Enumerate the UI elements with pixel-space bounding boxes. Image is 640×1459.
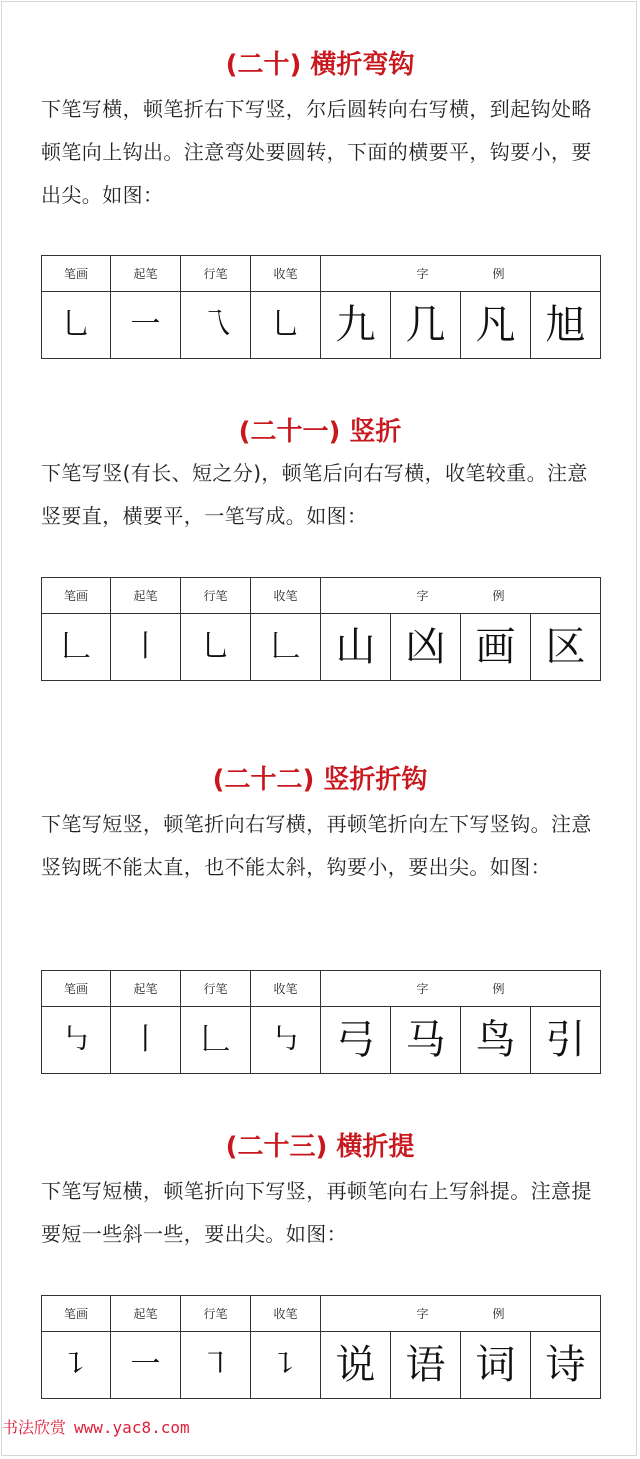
section-title: (二十三) 横折提 xyxy=(225,1132,415,1162)
example-char: 九 xyxy=(321,292,391,359)
example-char: 引 xyxy=(531,1007,601,1074)
section-description: 下笔写短横，顿笔折向下写竖，再顿笔向右上写斜提。注意提要短一些斜一些，要出尖。如图： xyxy=(41,1179,592,1246)
move-glyph: 乚 xyxy=(181,614,251,681)
header-examples-case: 例 xyxy=(492,1307,505,1321)
start-glyph: 丨 xyxy=(111,1007,181,1074)
header-examples-char: 字 xyxy=(416,982,429,996)
example-char: 区 xyxy=(531,614,601,681)
example-char: 旭 xyxy=(531,292,601,359)
header-start: 起笔 xyxy=(111,1296,181,1332)
header-stroke: 笔画 xyxy=(42,1296,111,1332)
end-glyph: ㇉ xyxy=(251,1007,321,1074)
table-header-row xyxy=(42,256,601,292)
header-examples xyxy=(321,578,601,614)
stroke-glyph: 𠃊 xyxy=(42,614,111,681)
table-glyph-row xyxy=(42,1007,601,1074)
start-glyph: 丨 xyxy=(111,614,181,681)
section-description: 下笔写竖(有长、短之分)，顿笔后向右写横，收笔较重。注意竖要直，横要平，一笔写成。如图： xyxy=(41,461,588,528)
header-end: 收笔 xyxy=(251,971,321,1007)
header-move: 行笔 xyxy=(181,971,251,1007)
example-char: 鸟 xyxy=(461,1007,531,1074)
end-glyph: 乚 xyxy=(251,292,321,359)
header-end: 收笔 xyxy=(251,578,321,614)
table-header-row xyxy=(42,578,601,614)
example-char: 山 xyxy=(321,614,391,681)
section-description: 下笔写短竖，顿笔折向右写横，再顿笔折向左下写竖钩。注意竖钩既不能太直，也不能太斜，钩要小，要出尖。如图： xyxy=(41,812,592,879)
example-char: 几 xyxy=(391,292,461,359)
header-examples-case: 例 xyxy=(492,982,505,996)
header-examples-char: 字 xyxy=(416,589,429,603)
header-start: 起笔 xyxy=(111,971,181,1007)
header-examples xyxy=(321,971,601,1007)
example-char: 画 xyxy=(461,614,531,681)
move-glyph: ㇕ xyxy=(181,1332,251,1399)
example-char: 弓 xyxy=(321,1007,391,1074)
header-stroke: 笔画 xyxy=(42,971,111,1007)
stroke-table xyxy=(41,970,601,1074)
example-char: 诗 xyxy=(531,1332,601,1399)
table-glyph-row xyxy=(42,1332,601,1399)
end-glyph: ㇊ xyxy=(251,1332,321,1399)
start-glyph: 一 xyxy=(111,1332,181,1399)
header-move: 行笔 xyxy=(181,1296,251,1332)
header-end: 收笔 xyxy=(251,256,321,292)
example-char: 凶 xyxy=(391,614,461,681)
header-examples-case: 例 xyxy=(492,589,505,603)
table-header-row xyxy=(42,1296,601,1332)
section-title: (二十二) 竖折折钩 xyxy=(212,765,428,795)
table-glyph-row xyxy=(42,292,601,359)
table-glyph-row xyxy=(42,614,601,681)
example-char: 语 xyxy=(391,1332,461,1399)
header-move: 行笔 xyxy=(181,578,251,614)
header-examples xyxy=(321,256,601,292)
stroke-table xyxy=(41,255,601,359)
section-title: (二十) 横折弯钩 xyxy=(225,50,415,80)
header-stroke: 笔画 xyxy=(42,578,111,614)
end-glyph: 𠃊 xyxy=(251,614,321,681)
watermark-site-name: 书法欣赏 xyxy=(2,1418,67,1437)
header-examples-char: 字 xyxy=(416,1307,429,1321)
example-char: 说 xyxy=(321,1332,391,1399)
header-start: 起笔 xyxy=(111,256,181,292)
header-examples-char: 字 xyxy=(416,267,429,281)
example-char: 凡 xyxy=(461,292,531,359)
header-end: 收笔 xyxy=(251,1296,321,1332)
example-char: 马 xyxy=(391,1007,461,1074)
header-examples-case: 例 xyxy=(492,267,505,281)
stroke-glyph: 乚 xyxy=(42,292,111,359)
section-description: 下笔写横，顿笔折右下写竖，尔后圆转向右写横，到起钩处略顿笔向上钩出。注意弯处要圆转，下面的横要平，钩要小，要出尖。如图： xyxy=(41,97,592,207)
stroke-glyph: ㇉ xyxy=(42,1007,111,1074)
stroke-glyph: ㇊ xyxy=(42,1332,111,1399)
watermark-url: www.yac8.com xyxy=(74,1418,190,1437)
move-glyph: 𠃊 xyxy=(181,1007,251,1074)
stroke-table xyxy=(41,577,601,681)
stroke-table xyxy=(41,1295,601,1399)
table-header-row xyxy=(42,971,601,1007)
example-char: 词 xyxy=(461,1332,531,1399)
start-glyph: 一 xyxy=(111,292,181,359)
header-move: 行笔 xyxy=(181,256,251,292)
section-title: (二十一) 竖折 xyxy=(238,417,402,447)
header-examples xyxy=(321,1296,601,1332)
header-stroke: 笔画 xyxy=(42,256,111,292)
site-watermark xyxy=(2,1417,190,1439)
move-glyph: 乁 xyxy=(181,292,251,359)
header-start: 起笔 xyxy=(111,578,181,614)
